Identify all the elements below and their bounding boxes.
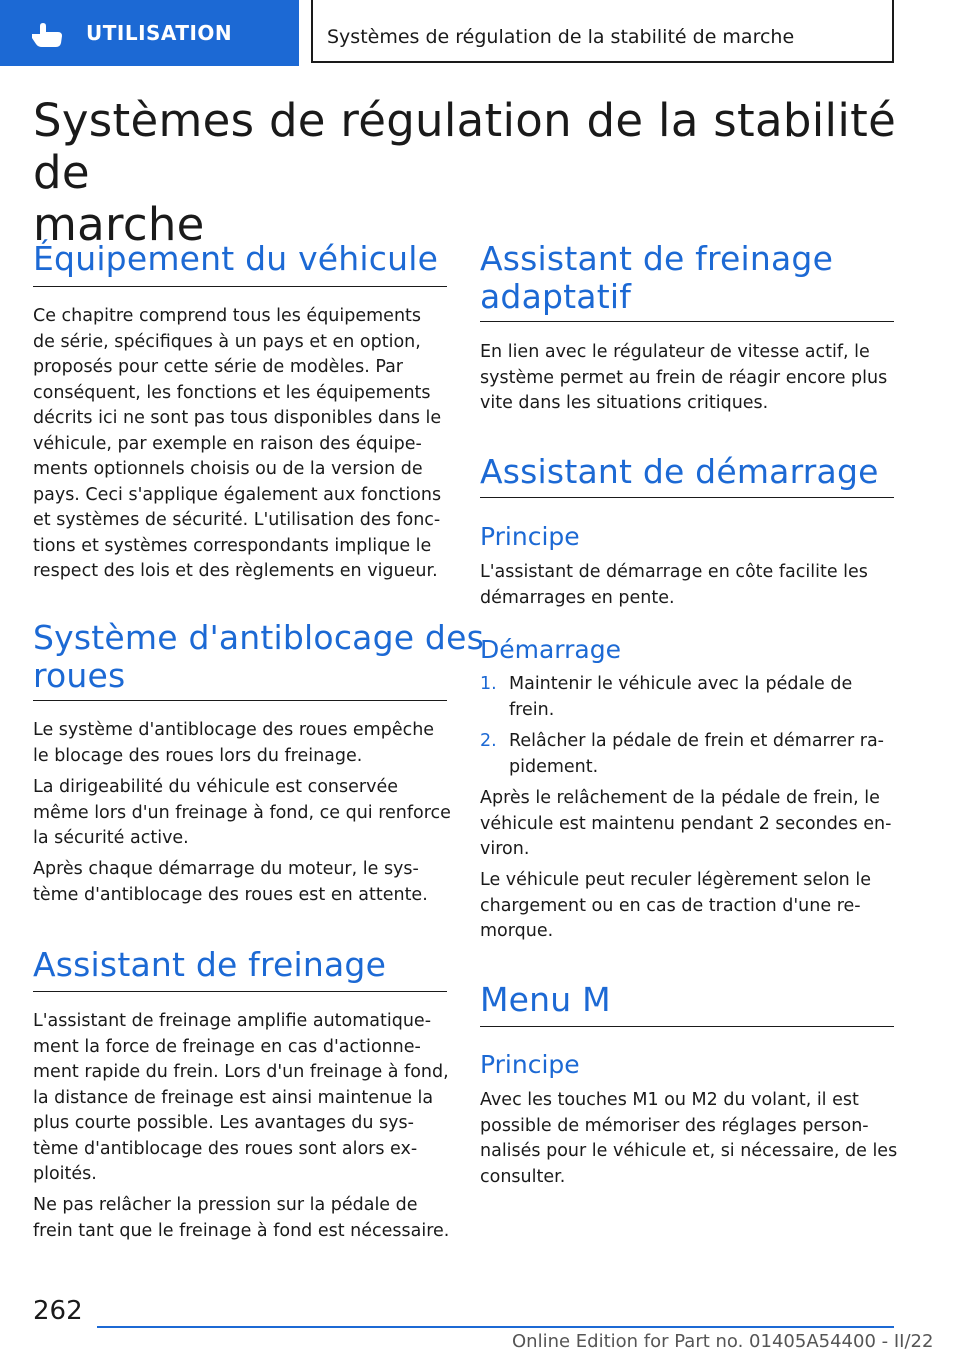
heading-adaptatif: Assistant de freinage adaptatif [480,239,834,316]
heading-equipement: Équipement du véhicule [33,239,439,278]
divider [480,1026,894,1027]
chapter-tab-label: UTILISATION [86,21,233,45]
heading-freinage: Assistant de freinage [33,945,387,984]
paragraph-freinage-2: Ne pas relâcher la pression sur la pédale de frein tant que le freinage à fond est nécessaire. [33,1195,450,1241]
divider [480,321,894,322]
chapter-tab[interactable] [0,0,299,66]
divider [33,700,447,701]
divider [480,497,894,498]
divider [33,286,447,287]
paragraph-apres-relachement: Après le relâchement de la pédale de frein, le véhicule est maintenu pendant 2 secondes en‐ viron. [480,788,892,859]
paragraph-equipement: Ce chapitre comprend tous les équipements de série, spécifiques à un pays et en option, proposés pour cette série de modèles. Par conséquent, les fonctions et les équipements décrits ici ne sont pas tous disponibles dans le véhicule, par exemple en raison des équipe‐ ments optionnels choisis ou de la version de pays. Ceci s'applique également aux fonctions et systèmes de sécurité. L'utilisation des fonc‐ tions et systèmes correspondants implique le respect des lois et des règlements en vigueur. [33,306,442,581]
heading-demarrage: Assistant de démarrage [480,452,879,491]
paragraph-abs-2: La dirigeabilité du véhicule est conservée même lors d'un freinage à fond, ce qui renforce la sécurité active. [33,777,451,848]
page-number: 262 [33,1296,83,1326]
page-title-line1: Systèmes de régulation de la stabilité de [33,94,897,199]
subheading-demarrage: Démarrage [480,635,621,664]
footer-edition: Online Edition for Part no. 01405A54400 - II/22 [512,1331,934,1352]
subheading-principe: Principe [480,522,580,551]
section-tab-label: Systèmes de régulation de la stabilité de marche [327,26,795,48]
paragraph-abs-1: Le système d'antiblocage des roues empêche le blocage des roues lors du freinage. [33,720,435,766]
page-title-line2: marche [33,198,205,251]
hand-pointer-icon [30,22,64,48]
page-title [33,95,913,251]
paragraph-adaptatif: En lien avec le régulateur de vitesse actif, le système permet au frein de réagir encore plus vite dans les situations critiques. [480,342,888,413]
subheading-principe-menu: Principe [480,1050,580,1079]
paragraph-menu-m: Avec les touches M1 ou M2 du volant, il est possible de mémoriser des réglages person‐ nalisés pour le véhicule et, si nécessaire, de les consulter. [480,1090,898,1187]
header-bar [0,0,960,66]
section-tab [311,0,894,63]
heading-menu-m: Menu M [480,980,611,1019]
paragraph-recul: Le véhicule peut reculer légèrement selon le chargement ou en cas de traction d'une re‐ morque. [480,870,871,941]
paragraph-abs-3: Après chaque démarrage du moteur, le sys‐ tème d'antiblocage des roues est en attente. [33,859,428,905]
heading-abs: Système d'antiblocage des roues [33,618,484,695]
divider [33,991,447,992]
paragraph-freinage-1: L'assistant de freinage amplifie automatique‐ ment la force de freinage en cas d'actionne‐ ment rapide du frein. Lors d'un freinage à fond, la distance de freinage est ainsi maintenue la plus courte possible. Les avantages du sys‐ tème d'antiblocage des roues sont alors ex‐ ploités. [33,1011,449,1184]
footer-rule [97,1326,894,1328]
paragraph-principe-demarrage: L'assistant de démarrage en côte facilite les démarrages en pente. [480,562,868,608]
